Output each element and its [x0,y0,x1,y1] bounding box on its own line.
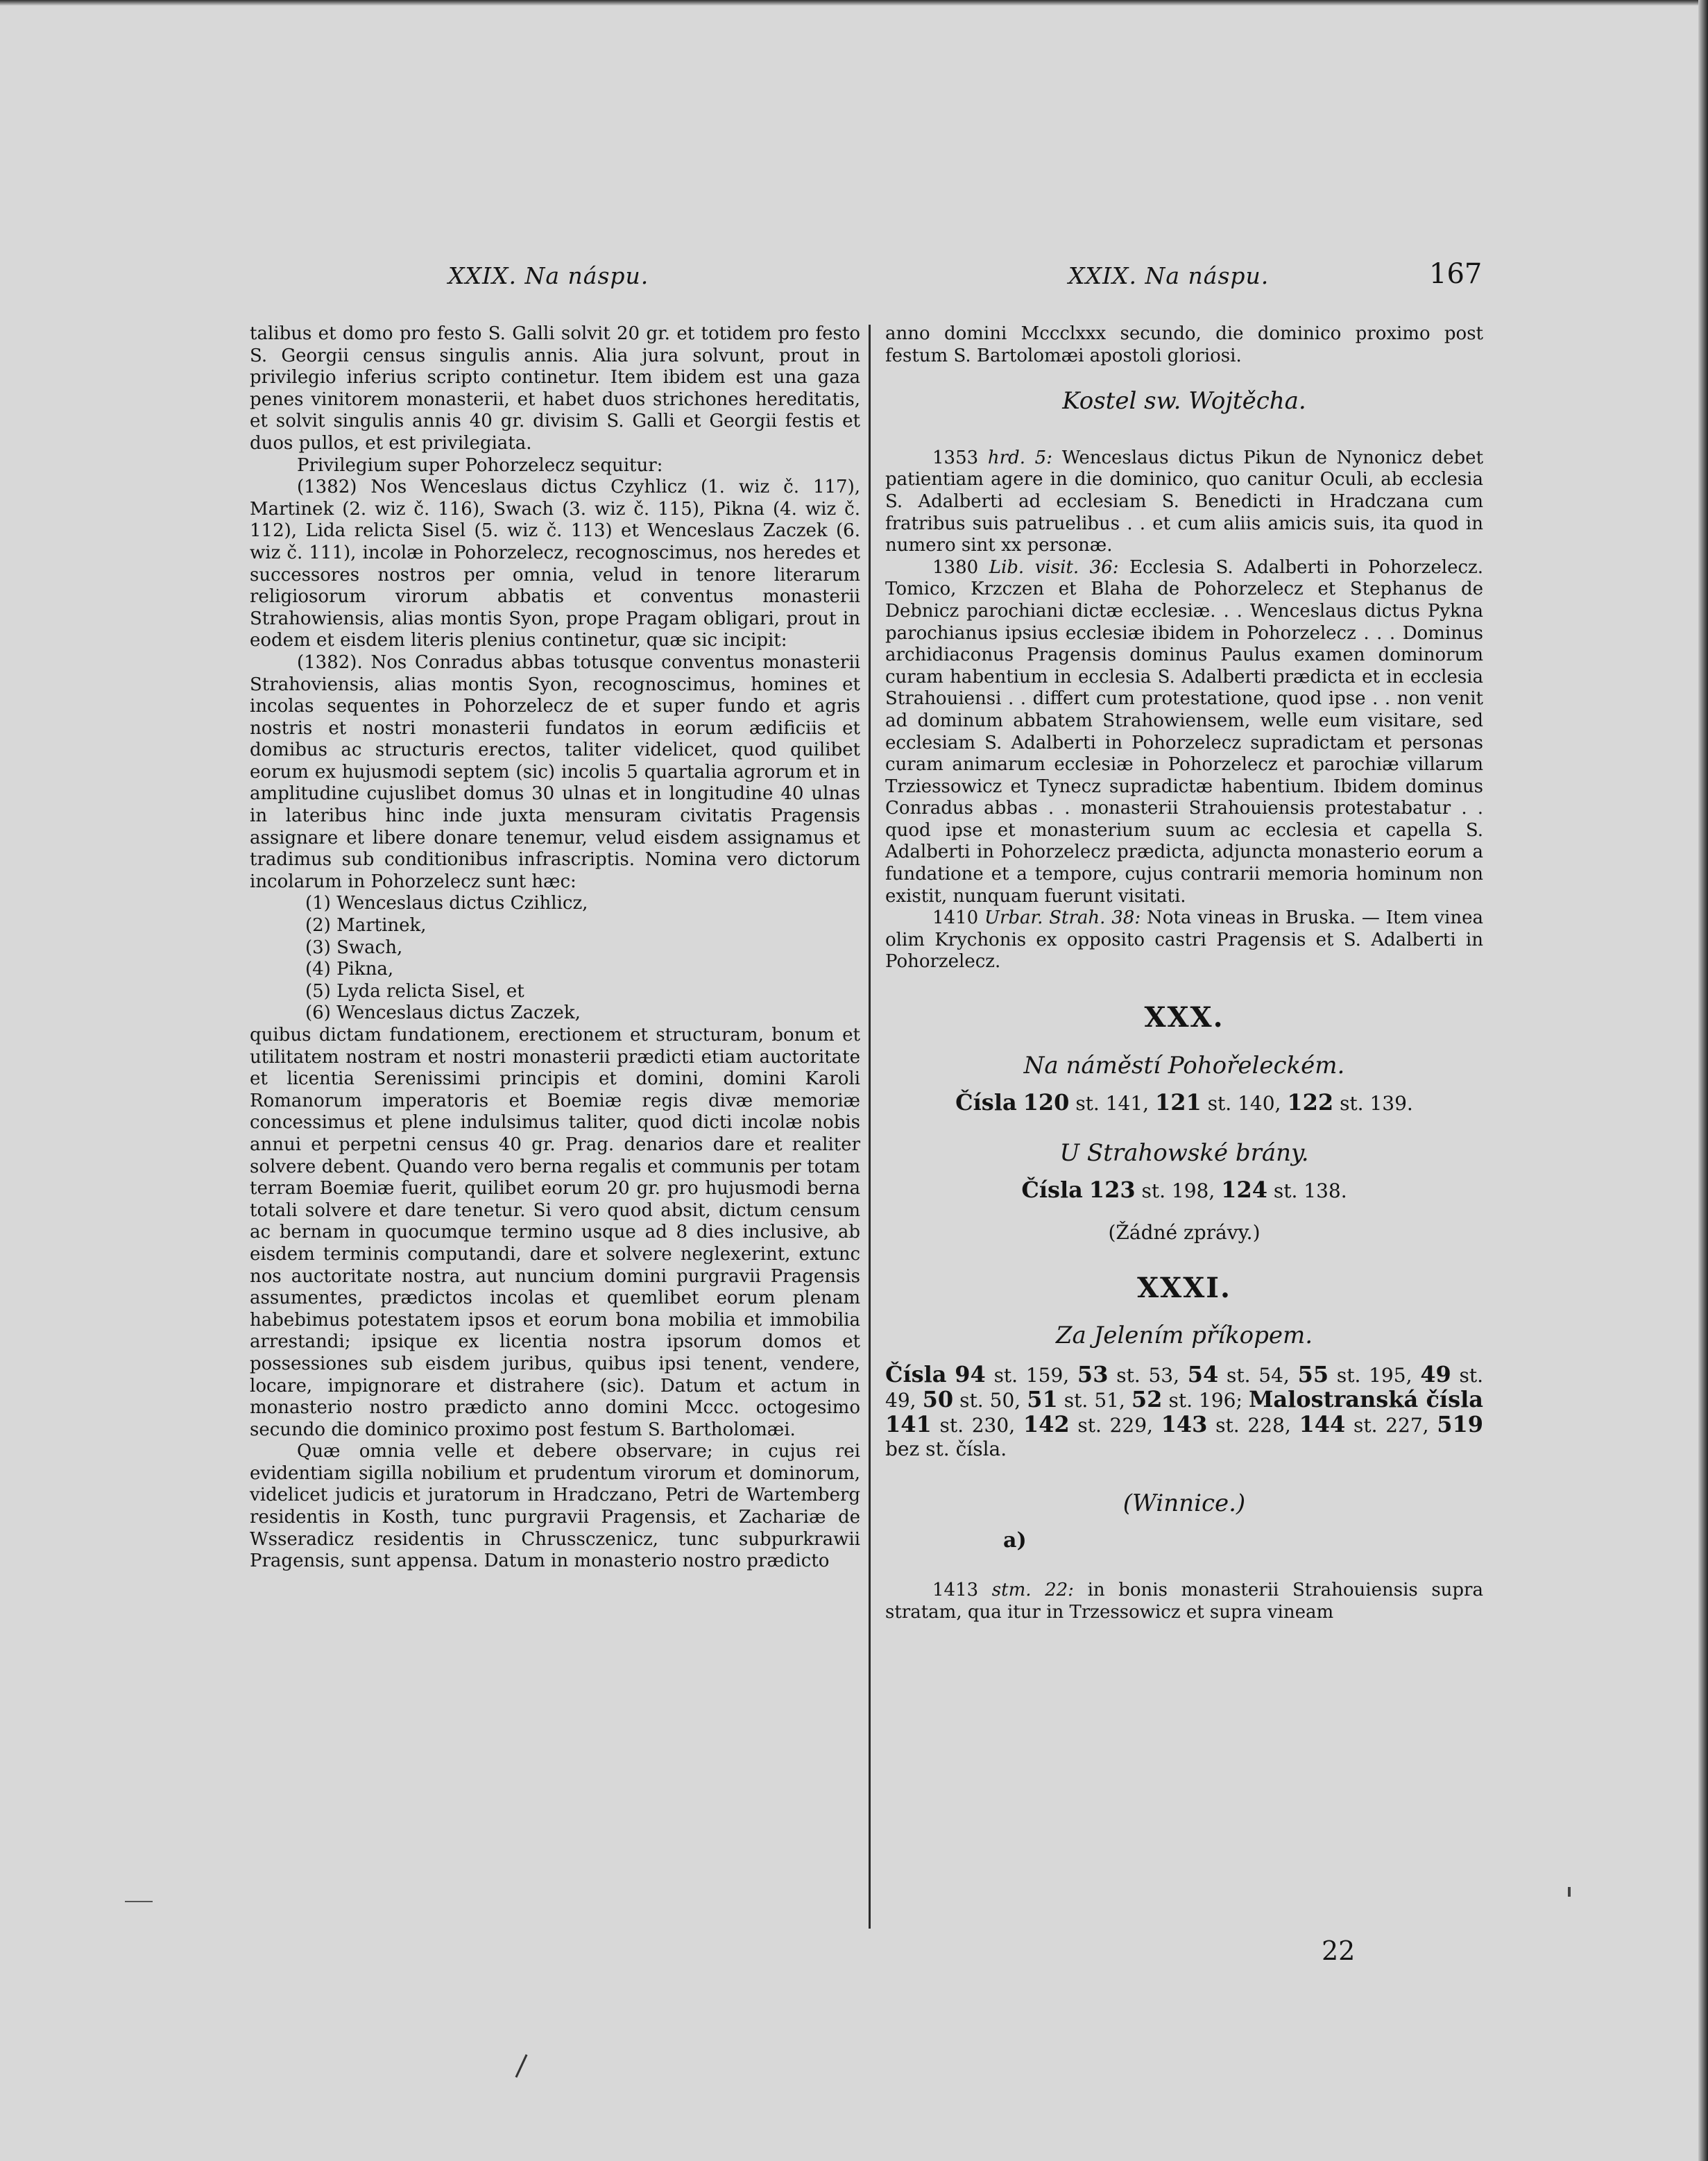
old-number: bez st. čísla. [885,1437,1007,1460]
section-number-xxx: XXX. [1144,1001,1224,1034]
old-number: st. 196; [1168,1388,1242,1412]
list-item: (3) Swach, [305,937,403,958]
house-number: 120 [1023,1089,1070,1116]
page-edge-top [0,0,1708,6]
house-number: 143 [1161,1410,1208,1437]
old-number: st. 198, [1141,1179,1215,1203]
paragraph: anno domini Mccclxxx secundo, die dominico proximo post festum S. Bartolomæi apostoli gloriosi. [885,323,1483,366]
section-title-winnice: (Winnice.) [1122,1489,1246,1517]
no-news-note: (Žádné zprávy.) [1108,1221,1261,1244]
old-number: st. 49, [885,1363,1484,1412]
old-number: st. 228, [1215,1413,1291,1437]
house-numbers-namesti [885,1089,1483,1116]
house-number: 55 [1297,1360,1329,1387]
incola-list [305,893,860,1025]
old-number: st. 159, [993,1363,1070,1387]
house-numbers-jelen [885,1360,1484,1461]
old-number: st. 53, [1116,1363,1179,1387]
paragraph: Quæ omnia velle et debere observare; in cujus rei evidentiam sigilla nobilium et prudentum virorum et dominorum, videlicet judicis et juratorum in Hradczano, Petri de Wartemberg residentis in Kosth, tunc purgravii Pragensis, et Zachariæ de Wsseradicz residentis in Chrussczenicz, tunc subpurkrawii Pragensis, sunt appensa. Datum in monasterio nostro prædicto [250,1441,860,1572]
entry-1410 [885,907,1483,973]
house-number: 142 [1023,1410,1070,1437]
entry-source: hrd. 5: [987,447,1052,468]
entry-text: in bonis monasterii Strahouiensis supra stratam, qua itur in Trzessowicz et supra vineam [885,1579,1483,1623]
entry-source: Urbar. Strah. 38: [984,907,1141,929]
signature-mark: 22 [1322,1936,1356,1966]
entry-1413 [885,1580,1483,1623]
running-head-left: XXIX. Na náspu. [448,262,649,289]
old-number: st. 50, [959,1388,1021,1412]
section-title-kostel: Kostel sw. Wojtěcha. [1062,387,1306,416]
list-item: (1) Wenceslaus dictus Czihlicz, [305,893,588,914]
section-title-jelen: Za Jelením příkopem. [1055,1322,1313,1350]
house-number: 122 [1287,1089,1334,1116]
paragraph: talibus et domo pro festo S. Galli solvit 20 gr. et totidem pro festo S. Georgii census singulis annis. Alia jura solvunt, prout in privilegio inferius scripto continetur. Item ibidem est una gaza penes vinitorem monasterii, et habet duos strichones hereditatis, et solvit singulis annis 40 gr. divisim S. Galli et Georgii festis et duos pullos, et est privilegiata. [250,323,860,454]
paragraph: (1382). Nos Conradus abbas totusque conventus monasterii Strahoviensis, alias montis Syon, recognoscimus, homines et incolas sequentes in Pohorzelecz de et super fundo et agris nostris et nostri monasterii fundatos in eorum ædificiis et domibus ac structuris erectos, taliter videlicet, quod quilibet eorum ex hujusmodi septem (sic) incolis 5 quartalia agrorum et in amplitudine cujuslibet domus 30 ulnas et in longitudine 40 ulnas in lateribus hinc inde juxta mensuram civitatis Pragensis assignare et libere donare tenemur, velud eisdem assignamus et tradimus sub conditionibus infrascriptis. Nomina vero dictorum incolarum in Pohorzelecz sunt hæc: [250,651,860,892]
entry-source: Lib. visit. 36: [989,556,1119,578]
old-number: st. 139. [1340,1092,1413,1116]
scan-speck [515,2054,528,2078]
house-number: 49 [1420,1360,1451,1387]
entry-date: 1380 [932,556,979,578]
entry-date: 1410 [932,907,979,929]
old-number: st. 229, [1077,1413,1153,1437]
running-head-right: XXIX. Na náspu. [1068,262,1270,289]
house-number: 51 [1027,1385,1058,1412]
paragraph: (1382) Nos Wenceslaus dictus Czyhlicz (1. wiz č. 117), Martinek (2. wiz č. 116), Swach (3. wiz č. 115), Pikna (4. wiz č. 112), Lida relicta Sisel (5. wiz č. 113) et Wenceslaus Zaczek (6. wiz č. 111), incolæ in Pohorzelecz, recognoscimus, nos heredes et successores nostros per omnia, velud in tenore literarum religiosorum virorum abbatis et conventus monasterii Strahowiensis, alias montis Syon, prope Pragam obligari, prout in eodem et eisdem literis plenius continetur, quæ sic incipit: [250,477,860,651]
house-number: 53 [1077,1360,1109,1387]
house-number: 50 [922,1385,954,1412]
house-number: 519 [1437,1410,1484,1437]
house-number: 123 [1088,1177,1136,1204]
entry-date: 1353 [932,447,979,468]
page-number: 167 [1429,258,1483,290]
old-number: st. 54, [1227,1363,1290,1387]
house-number: 141 [885,1410,932,1437]
list-item: (5) Lyda relicta Sisel, et [305,980,524,1002]
old-number: st. 140, [1207,1092,1281,1116]
section-title-namesti: Na náměstí Pohořeleckém. [1023,1051,1345,1079]
numbers-label: Malostranská čísla [1248,1385,1483,1412]
entry-date: 1413 [932,1579,979,1600]
entry-1380 [885,557,1483,908]
house-number: 121 [1154,1089,1202,1116]
numbers-label: Čísla [885,1360,947,1387]
entry-source: stm. 22: [991,1579,1074,1600]
list-item: (4) Pikna, [305,959,394,980]
numbers-label: Čísla [1021,1177,1083,1204]
scan-speck [125,1901,153,1902]
entry-text: Nota vineas in Bruska. — Item vinea olim Krychonis ex opposito castri Pragensis et S. Adalberti in Pohorzelecz. [885,907,1484,973]
right-column [885,323,1483,1623]
section-title-strahov: U Strahowské brány. [1059,1138,1309,1167]
house-number: 94 [955,1360,986,1387]
paragraph: quibus dictam fundationem, erectionem et structuram, bonum et utilitatem nostram et nostri monasterii prædicti etiam auctoritate et licentia Serenissimi principis et domini, domini Karoli Romanorum imperatoris et Boemiæ regis divæ memoriæ concessimus et plene indulsimus taliter, quod dicti incolæ nobis annui et perpetni census 40 gr. Prag. denarios dare et realiter solvere debent. Quando vero berna regalis et communis per totam terram Boemiæ fuerit, quilibet eorum 20 gr. pro hujusmodi berna totali solvere et dare tenetur. Si vero quod absit, dictum censum ac bernam in quocumque termino usque ad 8 dies inclusive, ab eisdem terminis computandi, dare et solvere neglexerint, extunc nos auctoritate nostra, aut nuncium domini purgravii Pragensis assumentes, prædictos incolas et quemlibet eorum plenam habebimus potestatem ipsos et eorum bona mobilia et immobilia arrestandi; ipsique ex licentia nostra ipsorum domos et possessiones sub eisdem juribus, quibus ipsi tenent, vendere, locare, impignorare et distrahere (sic). Datum et actum in monasterio nostro prædicto anno domini Mccc. octogesimo secundo die dominico proximo post festum S. Bartholomæi. [250,1025,860,1440]
section-number-xxxi: XXXI. [1137,1271,1231,1304]
house-number: 124 [1221,1177,1267,1204]
house-number: 144 [1299,1410,1346,1437]
old-number: st. 141, [1075,1092,1150,1116]
subsection-a: a) [1003,1528,1027,1553]
old-number: st. 227, [1353,1413,1429,1437]
column-divider [869,325,871,1929]
old-number: st. 195, [1336,1363,1412,1387]
numbers-label: Čísla [955,1089,1017,1116]
house-numbers-strahov [885,1179,1483,1202]
house-number: 54 [1187,1360,1219,1387]
entry-text: Wenceslaus dictus Pikun de Nynonicz debet patientiam agere in die dominico, quo canitur Oculi, ab ecclesia S. Adalberti ad ecclesiam S. Benedicti in Hradczana cum fratribus suis patruelibus . . et cum aliis amicis suis, ita quod in numero sint xx personæ. [885,447,1484,556]
old-number: st. 138. [1273,1179,1347,1203]
old-number: st. 230, [939,1413,1016,1437]
list-item: (6) Wenceslaus dictus Zaczek, [305,1002,581,1024]
list-item: (2) Martinek, [305,915,427,937]
entry-1353 [885,447,1483,557]
scan-speck [1568,1887,1571,1897]
house-number: 52 [1131,1385,1163,1412]
entry-text: Ecclesia S. Adalberti in Pohorzelecz. Tomico, Krzczen et Blaha de Pohorzelecz et Stephanus de Debnicz parochiani dictæ ecclesiæ. . . Wenceslaus dictus Pykna parochianus ipsius ecclesiæ ibidem in Pohorzelecz . . . Dominus archidiaconus Pragensis dominus Paulus examen dominorum curam habentium in ecclesia S. Adalberti prædicta et in ecclesia Strahouiensi . . differt cum protestatione, quod ipse . . non venit ad dominum abbatem Strahowiensem, welle eum visitare, sed ecclesiam S. Adalberti in Pohorzelecz supradictam et personas curam animarum ecclesiæ in Pohorzelecz et parochiæ villarum Trziessowicz et Tynecz supradictæ habentium. Ibidem dominus Conradus abbas . . monasterii Strahouiensis protestabatur . . quod ipse et monasterium suum ac ecclesia et capella S. Adalberti in Pohorzelecz prædicta, adjuncta monasterio eorum a fundatione et a tempore, cujus contrarii memoria hominum non existit, nunquam fuerunt visitati. [885,556,1483,907]
paragraph: Privilegium super Pohorzelecz sequitur: [297,454,663,476]
page-edge-right [1698,0,1708,2161]
old-number: st. 51, [1064,1388,1125,1412]
left-column [250,323,860,1573]
